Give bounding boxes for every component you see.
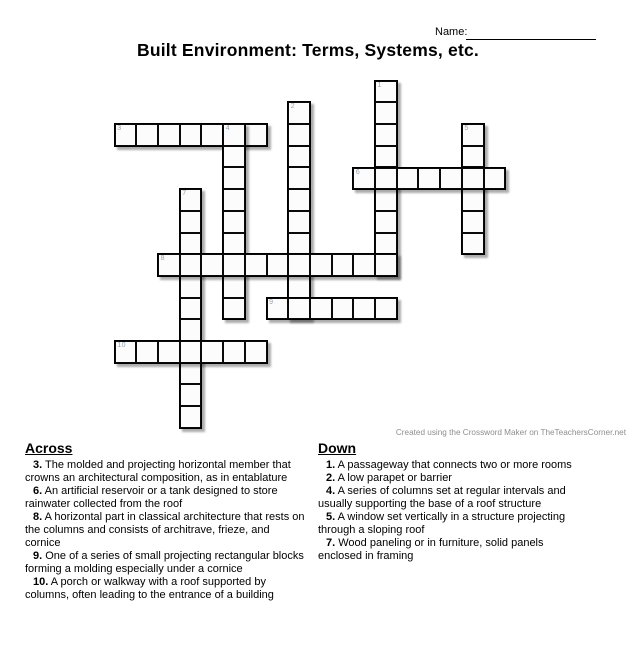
grid-cell: [375, 81, 397, 103]
grid-cell: [288, 124, 310, 146]
grid-cell: [245, 124, 267, 146]
grid-cell: [136, 341, 158, 363]
grid-cell: [180, 276, 202, 298]
word-block-9-across: [266, 297, 398, 321]
grid-cell: [267, 254, 289, 276]
clue-across-6: 6. An artificial reservoir or a tank designed to store rainwater collected from the roof: [25, 485, 278, 510]
grid-cell: [332, 254, 354, 276]
clue-across-10: 10. A porch or walkway with a roof supported by columns, often leading to the entrance of a building: [25, 576, 274, 601]
grid-cell: [180, 211, 202, 233]
grid-cell: [375, 146, 397, 168]
grid-cell: [158, 254, 180, 276]
grid-cell: [223, 298, 245, 320]
grid-cell: [462, 168, 484, 190]
grid-cell: [180, 363, 202, 385]
grid-cell: [180, 384, 202, 406]
grid-cell: [397, 168, 419, 190]
name-label: Name:: [435, 26, 468, 38]
grid-cell: [353, 254, 375, 276]
grid-cell: [310, 254, 332, 276]
cell-number: 4: [225, 125, 231, 133]
grid-cell: [288, 211, 310, 233]
grid-cell: [288, 233, 310, 255]
grid-cell: [180, 233, 202, 255]
cell-number: 3: [117, 125, 122, 133]
clue-number: 9.: [33, 550, 43, 562]
grid-cell: [180, 254, 202, 276]
clue-number: 2.: [326, 472, 336, 484]
grid-cell: [462, 146, 484, 168]
word-block-4-down: [222, 123, 246, 320]
word-block-8-across: [157, 253, 398, 277]
grid-cell: [267, 298, 289, 320]
across-clue-list: [25, 459, 308, 602]
grid-cell: [440, 168, 462, 190]
clue-down-7: 7. Wood paneling or in furniture, solid panels enclosed in framing: [318, 537, 544, 562]
grid-cell: [115, 124, 137, 146]
clue-number: 8.: [33, 511, 43, 523]
grid-cell: [115, 341, 137, 363]
cell-number: 8: [160, 255, 165, 263]
grid-cell: [375, 298, 397, 320]
clue-across-8: 8. A horizontal part in classical architecture that rests on the columns and consists of architrave, frieze, and cornice: [25, 511, 305, 549]
clue-number: 5.: [326, 511, 336, 523]
grid-cell: [288, 146, 310, 168]
grid-cell: [288, 254, 310, 276]
grid-cell: [245, 341, 267, 363]
clue-down-1: 1. A passageway that connects two or more rooms: [326, 459, 572, 471]
grid-cell: [375, 102, 397, 124]
grid-cell: [353, 298, 375, 320]
grid-cell: [201, 341, 223, 363]
grid-cell: [245, 254, 267, 276]
grid-cell: [158, 124, 180, 146]
cell-number: 1: [377, 81, 382, 89]
grid-cell: [288, 167, 310, 189]
grid-cell: [462, 233, 484, 255]
grid-cell: [375, 233, 397, 255]
cell-number: 5: [464, 125, 469, 133]
grid-cell: [136, 124, 158, 146]
grid-cell: [223, 233, 245, 255]
clue-number: 3.: [33, 459, 43, 471]
word-block-6-across: [352, 167, 506, 191]
clue-number: 7.: [326, 537, 336, 549]
grid-cell: [201, 254, 223, 276]
page-title: Built Environment: Terms, Systems, etc.: [136, 40, 479, 60]
grid-cell: [223, 124, 245, 146]
grid-cell: [223, 189, 245, 211]
clue-down-2: 2. A low parapet or barrier: [326, 472, 452, 484]
grid-cell: [375, 124, 397, 146]
credit-line: Created using the Crossword Maker on TheTeachersCorner.net: [395, 428, 626, 437]
grid-cell: [288, 189, 310, 211]
clue-across-3: 3. The molded and projecting horizontal member that crowns an architectural composition, as in entablature: [25, 459, 291, 484]
clue-down-4: 4. A series of columns set at regular intervals and usually supporting the base of a roof structure: [318, 485, 566, 510]
grid-cell: [201, 124, 223, 146]
grid-cell: [418, 168, 440, 190]
grid-cell: [180, 189, 202, 211]
cell-number: 10: [117, 342, 126, 350]
clue-number: 10.: [33, 576, 49, 588]
grid-cell: [180, 124, 202, 146]
cell-number: 2: [290, 103, 296, 111]
grid-cell: [375, 168, 397, 190]
grid-cell: [332, 298, 354, 320]
grid-cell: [288, 102, 310, 124]
grid-cell: [223, 341, 245, 363]
grid-cell: [462, 189, 484, 211]
grid-cell: [462, 124, 484, 146]
grid-cell: [223, 276, 245, 298]
grid-cell: [223, 146, 245, 168]
grid-cell: [484, 168, 506, 190]
clue-number: 1.: [326, 459, 336, 471]
grid-cell: [180, 319, 202, 341]
grid-cell: [223, 167, 245, 189]
grid-cell: [353, 168, 375, 190]
grid-cell: [180, 406, 202, 428]
clue-across-9: 9. One of a series of small projecting rectangular blocks forming a molding especially under a cornice: [25, 550, 304, 575]
cell-number: 9: [269, 298, 274, 306]
across-heading: Across: [25, 440, 73, 456]
cell-number: 6: [355, 168, 361, 176]
grid-cell: [180, 298, 202, 320]
cell-number: 7: [182, 190, 187, 198]
grid-cell: [375, 211, 397, 233]
grid-cell: [180, 341, 202, 363]
grid-cell: [223, 211, 245, 233]
grid-cell: [223, 254, 245, 276]
grid-cell: [288, 276, 310, 298]
grid-cell: [310, 298, 332, 320]
grid-cell: [288, 298, 310, 320]
grid-cell: [375, 254, 397, 276]
word-block-2-down: [287, 101, 311, 320]
down-heading: Down: [318, 440, 357, 456]
grid-cell: [375, 189, 397, 211]
word-block-10-across: [114, 340, 268, 364]
word-block-7-down: [179, 188, 203, 429]
clue-number: 6.: [33, 485, 43, 497]
grid-cell: [462, 211, 484, 233]
down-clue-list: [318, 459, 590, 563]
grid-cell: [158, 341, 180, 363]
clue-number: 4.: [326, 485, 336, 497]
clue-down-5: 5. A window set vertically in a structure projecting through a sloping roof: [318, 511, 566, 536]
